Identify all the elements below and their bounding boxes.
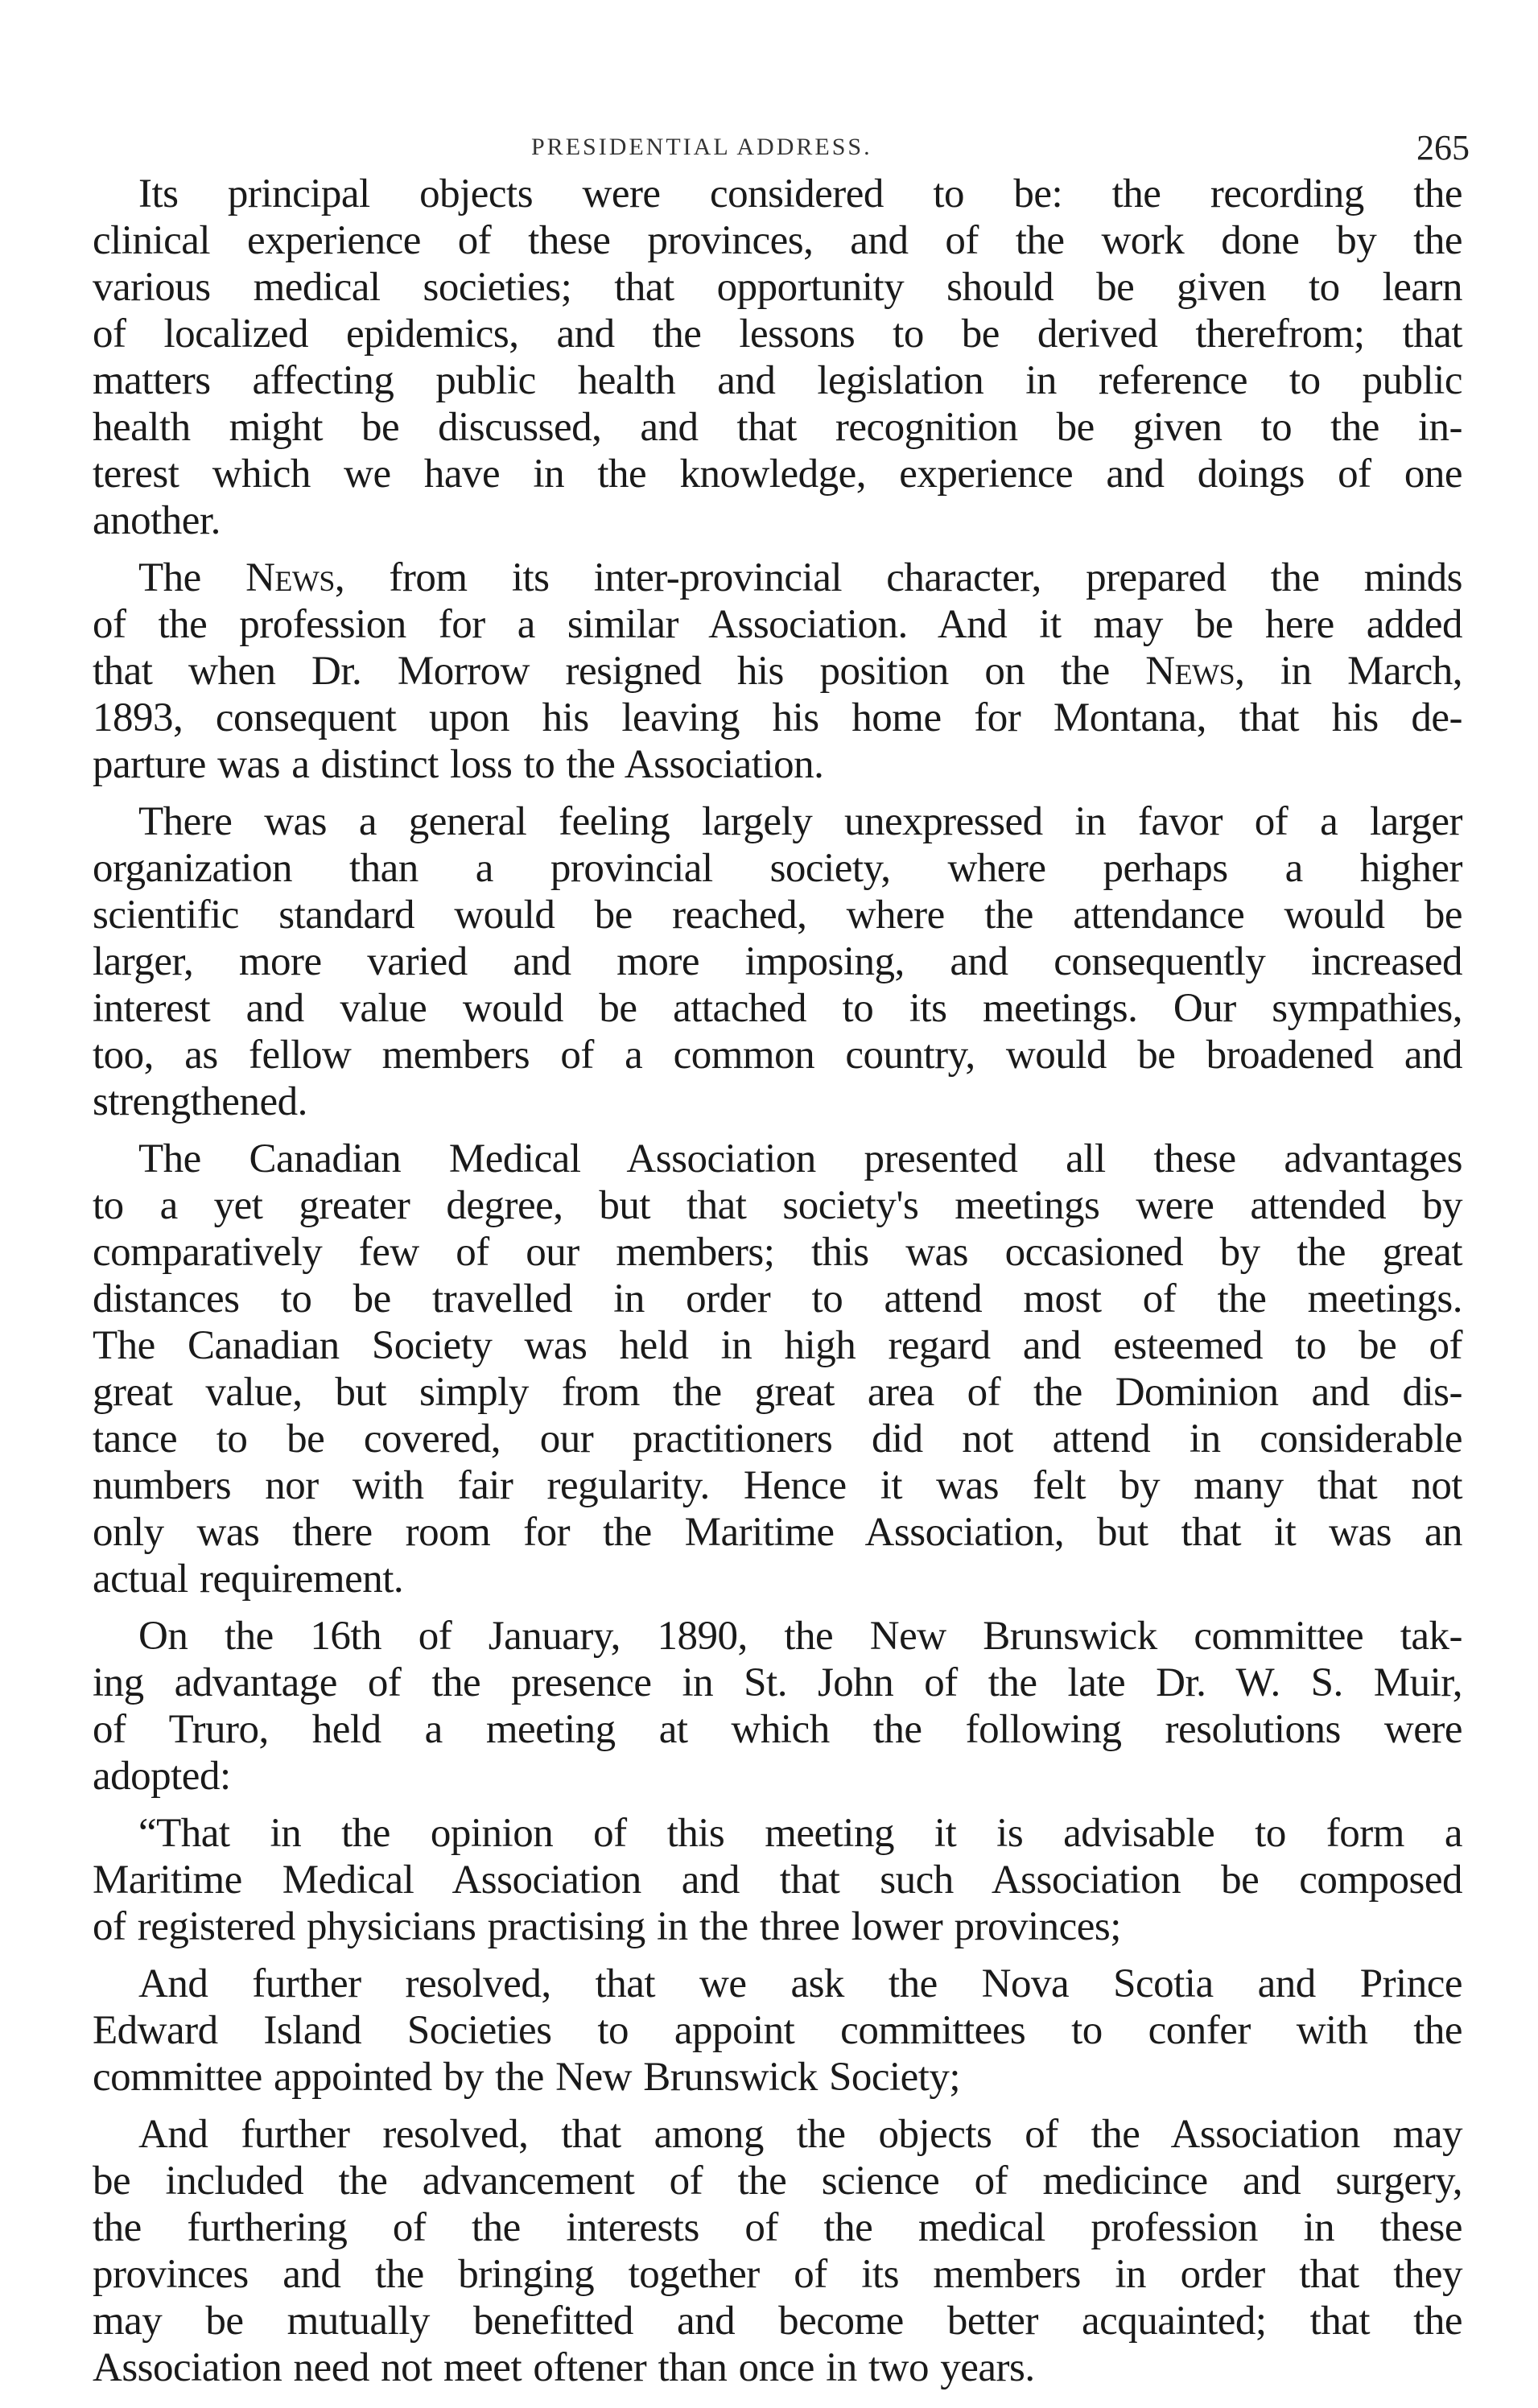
text-line: committee appointed by the New Brunswick Society;	[93, 2055, 961, 2100]
text-line: tance to be covered, our practitioners did not attend in considerable	[93, 1416, 1462, 1462]
text-line: Maritime Medical Association and that such Association be composed	[93, 1858, 1462, 1903]
text-line: matters affecting public health and legislation in reference to public	[93, 358, 1462, 403]
paragraph	[93, 1961, 1462, 2101]
text-line: Its principal objects were considered to be: the recording the	[138, 171, 1462, 216]
running-header	[0, 127, 1538, 167]
text-line: distances to be travelled in order to attend most of the meetings.	[93, 1276, 1462, 1322]
text-line: The Canadian Society was held in high regard and esteemed to be of	[93, 1323, 1462, 1368]
text-line: adopted:	[93, 1754, 231, 1799]
text-line: of registered physicians practising in the three lower provinces;	[93, 1904, 1121, 1949]
text-line: great value, but simply from the great area of the Dominion and dis-	[93, 1370, 1462, 1415]
text-line: The Canadian Medical Association presented all these advantages	[138, 1136, 1462, 1181]
text-line: to a yet greater degree, but that society's meetings were attended by	[93, 1183, 1462, 1228]
paragraph	[93, 171, 1462, 544]
text-line: too, as fellow members of a common country, would be broadened and	[93, 1033, 1462, 1078]
text-line: comparatively few of our members; this was occasioned by the great	[93, 1230, 1462, 1275]
paragraph	[93, 555, 1462, 788]
text-line: Association need not meet oftener than once in two years.	[93, 2345, 1035, 2390]
text-line: the furthering of the interests of the medical profession in these	[93, 2205, 1462, 2250]
text-line: scientific standard would be reached, where the attendance would be	[93, 893, 1462, 938]
text-line: “That in the opinion of this meeting it is advisable to form a	[138, 1811, 1462, 1856]
text-line: of Truro, held a meeting at which the following resolutions were	[93, 1707, 1462, 1752]
text-line: There was a general feeling largely unexpressed in favor of a larger	[138, 799, 1462, 844]
text-line: organization than a provincial society, where perhaps a higher	[93, 846, 1462, 891]
text-line: On the 16th of January, 1890, the New Brunswick committee tak-	[138, 1614, 1462, 1659]
text-line: health might be discussed, and that recognition be given to the in-	[93, 405, 1462, 450]
text-line: strengthened.	[93, 1079, 307, 1124]
text-line: The News, from its inter-provincial character, prepared the minds	[138, 555, 1462, 600]
text-line: And further resolved, that among the objects of the Association may	[138, 2112, 1462, 2157]
text-line: only was there room for the Maritime Association, but that it was an	[93, 1510, 1462, 1555]
text-line: be included the advancement of the science of medicince and surgery,	[93, 2159, 1462, 2204]
text-line: terest which we have in the knowledge, experience and doings of one	[93, 452, 1462, 497]
text-line: provinces and the bringing together of its members in order that they	[93, 2252, 1462, 2297]
paragraph	[93, 1136, 1462, 1602]
text-line: clinical experience of these provinces, and of the work done by the	[93, 218, 1462, 263]
text-line: actual requirement.	[93, 1557, 404, 1602]
paragraph	[93, 798, 1462, 1125]
paragraph	[93, 1810, 1462, 1950]
running-title: PRESIDENTIAL ADDRESS.	[531, 134, 872, 160]
text-line: Edward Island Societies to appoint committees to confer with the	[93, 2008, 1462, 2053]
text-line: larger, more varied and more imposing, and consequently increased	[93, 939, 1462, 984]
paragraph	[93, 2111, 1462, 2391]
text-line: And further resolved, that we ask the Nova Scotia and Prince	[138, 1961, 1462, 2006]
text-line: that when Dr. Morrow resigned his position on the News, in March,	[93, 649, 1462, 694]
journal-name: News	[1145, 649, 1235, 694]
text-line: of localized epidemics, and the lessons to be derived therefrom; that	[93, 311, 1462, 357]
text-line: various medical societies; that opportunity should be given to learn	[93, 265, 1462, 310]
paragraph	[93, 1613, 1462, 1800]
body-text	[93, 171, 1462, 2391]
text-line: ing advantage of the presence in St. John of the late Dr. W. S. Muir,	[93, 1660, 1462, 1705]
text-line: parture was a distinct loss to the Association.	[93, 742, 824, 787]
journal-name: News	[245, 555, 335, 600]
text-line: interest and value would be attached to its meetings. Our sympathies,	[93, 986, 1462, 1031]
text-line: may be mutually benefitted and become better acquainted; that the	[93, 2299, 1462, 2344]
text-line: of the profession for a similar Association. And it may be here added	[93, 602, 1462, 647]
page-number: 265	[1416, 128, 1470, 167]
text-line: another.	[93, 498, 221, 543]
text-line: 1893, consequent upon his leaving his home for Montana, that his de-	[93, 695, 1462, 740]
text-line: numbers nor with fair regularity. Hence it was felt by many that not	[93, 1463, 1462, 1508]
